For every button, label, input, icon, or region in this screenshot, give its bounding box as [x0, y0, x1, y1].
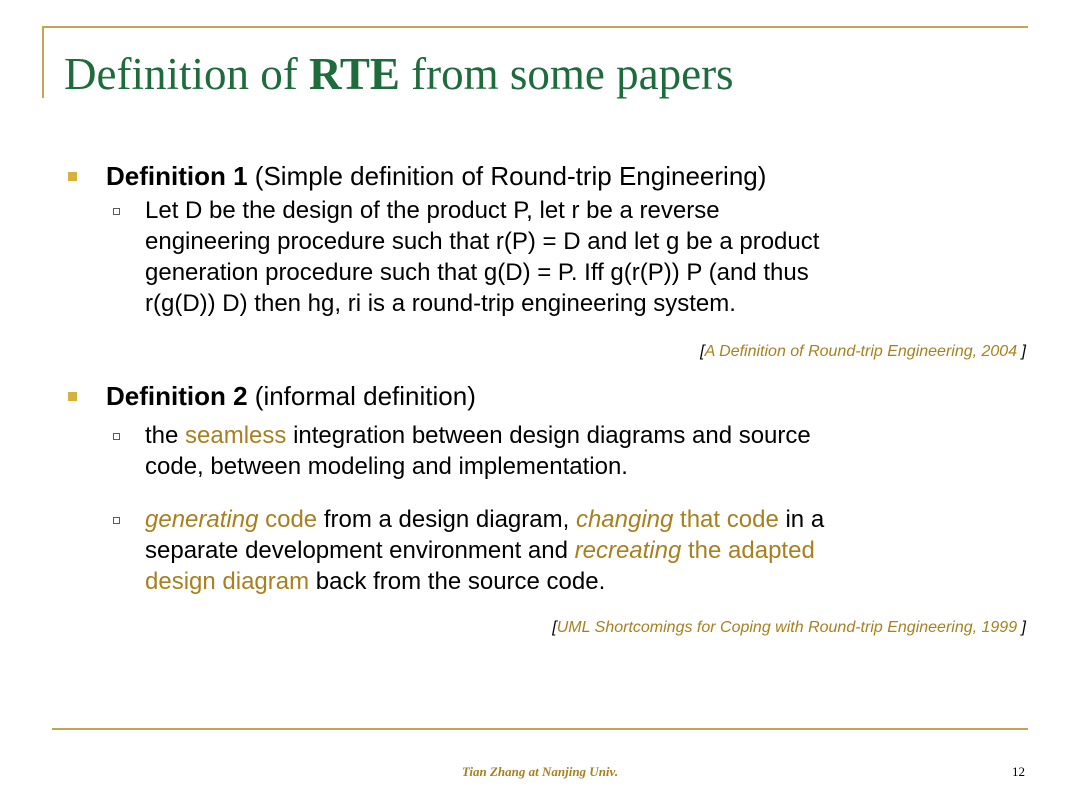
- definition-1-reference: [700, 342, 1026, 362]
- highlight-design-diagram: design diagram: [145, 568, 310, 595]
- item-2-line-3: [145, 566, 824, 597]
- text-segment: the: [145, 422, 186, 449]
- item-1-line-1: [145, 420, 811, 451]
- definition-2-label: Definition 2: [106, 381, 248, 411]
- reference-close-bracket: ]: [1017, 343, 1026, 360]
- title-part-2: from some papers: [399, 49, 734, 99]
- highlight-changing: changing: [575, 506, 674, 533]
- item-2-line-2: [145, 535, 824, 566]
- definition-1-line: generation procedure such that g(D) = P. Iff g(r(P)) P (and thus: [145, 259, 809, 286]
- bullet-square-icon: [68, 172, 77, 181]
- title-bold: RTE: [308, 49, 400, 99]
- sub-bullet-square-icon: [113, 517, 120, 524]
- highlight-seamless: seamless: [185, 422, 287, 449]
- item-1-line-2: code, between modeling and implementation.: [145, 453, 628, 480]
- reference-title: UML Shortcomings for Coping with Round-trip Engineering, 1999: [556, 619, 1018, 636]
- top-rule: [42, 26, 1028, 28]
- reference-close-bracket: ]: [1017, 619, 1026, 636]
- definition-1-line: Let D be the design of the product P, let r be a reverse: [145, 197, 720, 224]
- highlight-the-adapted: the adapted: [681, 537, 815, 564]
- definition-2-item-2: [145, 504, 824, 597]
- bullet-square-icon: [68, 392, 77, 401]
- definition-2-subtitle: (informal definition): [247, 381, 476, 411]
- definition-2-reference: [552, 618, 1026, 638]
- sub-bullet-square-icon: [113, 433, 120, 440]
- item-2-line-1: [145, 504, 824, 535]
- definition-1-subtitle: (Simple definition of Round-trip Engineering): [247, 161, 767, 191]
- text-segment: in a: [778, 506, 825, 533]
- highlight-code: code: [258, 506, 318, 533]
- slide-title: [64, 44, 734, 104]
- sub-bullet-square-icon: [113, 208, 120, 215]
- definition-1-line: engineering procedure such that r(P) = D and let g be a product: [145, 228, 820, 255]
- definition-1-line: r(g(D)) D) then hg, ri is a round-trip engineering system.: [145, 290, 736, 317]
- footer-author: Tian Zhang at Nanjing Univ.: [461, 764, 619, 779]
- reference-open-bracket: [: [700, 343, 705, 360]
- text-segment: separate development environment and: [145, 537, 575, 564]
- definition-2-heading: [106, 379, 476, 413]
- definition-2-item-1: [145, 420, 811, 482]
- highlight-recreating: recreating: [574, 537, 682, 564]
- text-segment: back from the source code.: [309, 568, 606, 595]
- definition-1-heading: [106, 159, 766, 193]
- page-number: 12: [1012, 764, 1025, 779]
- definition-1-text: [145, 195, 819, 319]
- definition-1-label: Definition 1: [106, 161, 248, 191]
- text-segment: from a design diagram,: [317, 506, 576, 533]
- reference-open-bracket: [: [552, 619, 557, 636]
- text-segment: integration between design diagrams and source: [286, 422, 811, 449]
- title-part-1: Definition of: [64, 49, 309, 99]
- reference-title: A Definition of Round-trip Engineering, 2004: [704, 343, 1018, 360]
- highlight-generating: generating: [145, 506, 259, 533]
- left-rule: [42, 26, 44, 98]
- highlight-that-code: that code: [673, 506, 779, 533]
- footer-rule: [52, 728, 1028, 730]
